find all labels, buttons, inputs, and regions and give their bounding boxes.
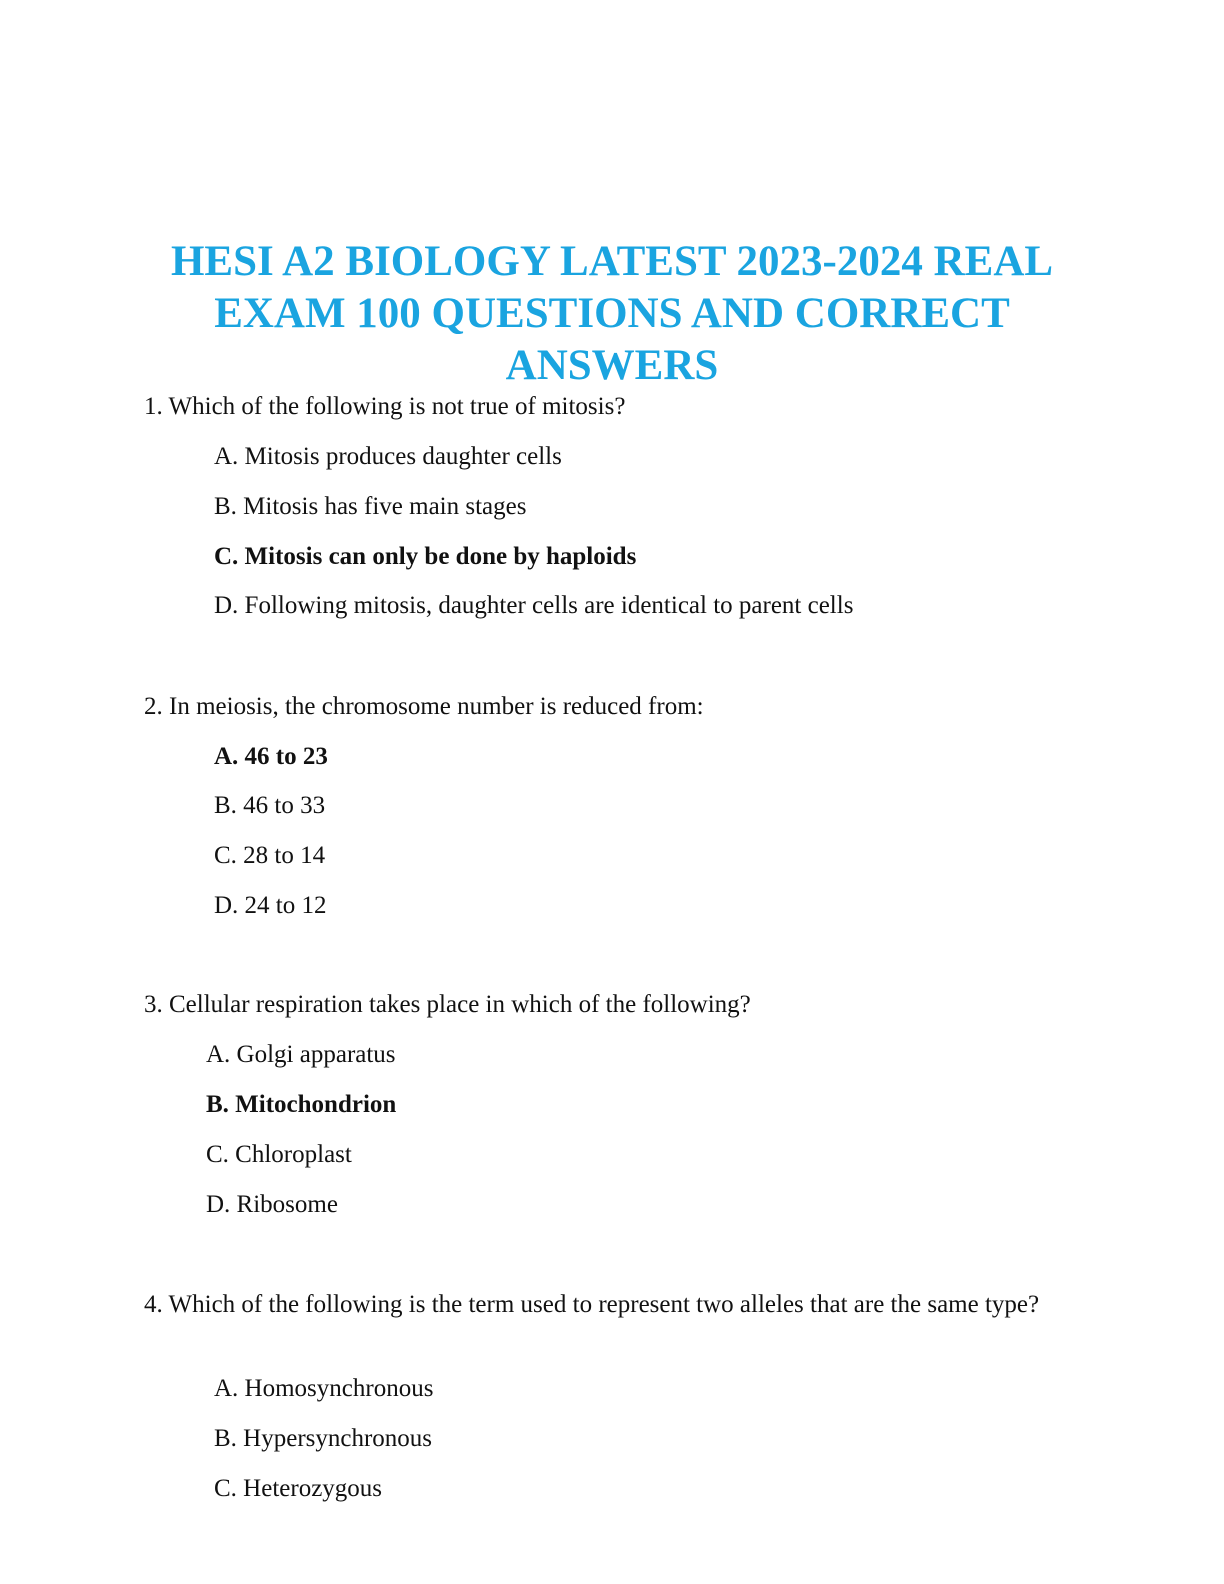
question-1-text: 1. Which of the following is not true of mitosis? [144,393,626,420]
question-4-option-c: C. Heterozygous [214,1475,383,1502]
title-line-3: ANSWERS [505,342,719,389]
question-1-option-c-correct: C. Mitosis can only be done by haploids [214,543,637,570]
question-3-option-c: C. Chloroplast [206,1141,352,1168]
question-1-option-d: D. Following mitosis, daughter cells are identical to parent cells [214,592,854,619]
question-2-option-c: C. 28 to 14 [214,842,326,869]
question-3-option-d: D. Ribosome [206,1191,338,1218]
question-4-option-b: B. Hypersynchronous [214,1425,433,1452]
question-3-option-a: A. Golgi apparatus [206,1041,396,1068]
title-line-2: EXAM 100 QUESTIONS AND CORRECT [214,290,1010,337]
question-3-text: 3. Cellular respiration takes place in which of the following? [144,991,751,1018]
title-line-1: HESI A2 BIOLOGY LATEST 2023-2024 REAL [170,238,1054,285]
question-4-text: 4. Which of the following is the term used to represent two alleles that are the same type? [144,1291,1040,1318]
question-4-option-a: A. Homosynchronous [214,1375,434,1402]
question-2-option-b: B. 46 to 33 [214,792,326,819]
question-1-option-b: B. Mitosis has five main stages [214,493,527,520]
question-2-option-a-correct: A. 46 to 23 [214,743,328,770]
question-2-option-d: D. 24 to 12 [214,892,327,919]
question-3-option-b-correct: B. Mitochondrion [206,1091,397,1118]
question-2-text: 2. In meiosis, the chromosome number is reduced from: [144,693,704,720]
document-title [140,236,1084,392]
question-1-option-a: A. Mitosis produces daughter cells [214,443,562,470]
